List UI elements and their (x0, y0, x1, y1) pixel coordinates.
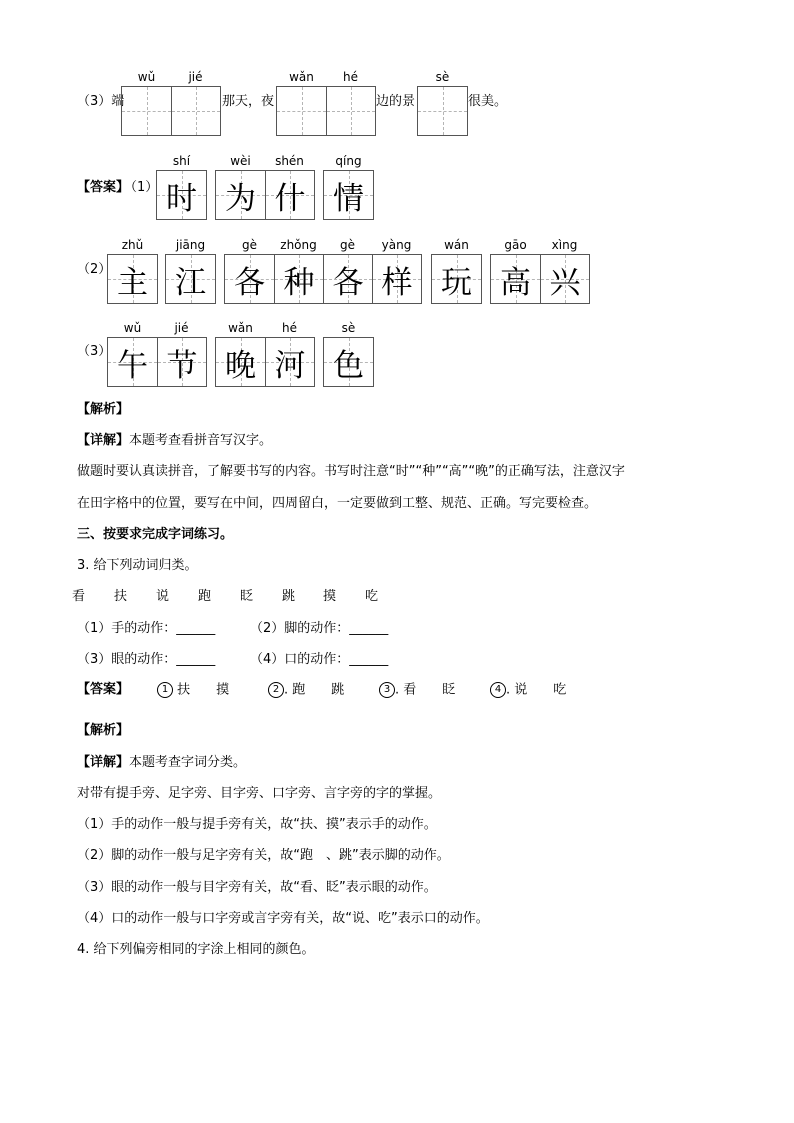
pinyin: gè (340, 238, 355, 252)
answer-char: 高 (500, 264, 531, 301)
blank-grid (417, 86, 468, 136)
answer-item (379, 682, 455, 699)
detail-text: 本题考查字词分类。 (129, 755, 247, 770)
pinyin: wǎn (228, 321, 253, 335)
pinyin: sè (435, 70, 450, 84)
analysis-line: （2）脚的动作一般与足字旁有关，故“跑 、跳”表示脚的动作。 (77, 848, 450, 863)
answer-char: 主 (117, 264, 148, 301)
analysis-line: （3）眼的动作一般与目字旁有关，故“看、眨”表示眼的动作。 (77, 880, 437, 895)
pinyin: sè (341, 321, 356, 335)
detail-line (77, 433, 272, 449)
blank-grid (276, 86, 376, 136)
answer-grid (107, 254, 158, 304)
blank-cell[interactable] (122, 87, 171, 135)
detail-line (77, 755, 246, 771)
answer-char: 种 (283, 264, 315, 301)
analysis-line: （1）手的动作一般与提手旁有关，故“扶、摸”表示手的动作。 (77, 817, 437, 832)
answer-grid (323, 170, 374, 220)
answer-char: 玩 (441, 264, 472, 301)
detail-text: 本题考查看拼音写汉字。 (129, 433, 273, 448)
verb: 说 (156, 589, 170, 604)
q3-prefix: （3）端 (77, 94, 125, 109)
blank-cell[interactable] (277, 87, 326, 135)
answer-label: 【答案】 (77, 682, 130, 697)
pinyin: wán (444, 238, 469, 252)
row-number: （2） (77, 262, 112, 277)
char-cell (216, 171, 265, 219)
char-cell (323, 255, 372, 303)
answer-grid (165, 254, 216, 304)
answer-char: 节 (166, 347, 198, 384)
verb: 摸 (323, 589, 337, 604)
pinyin: shí (172, 154, 191, 168)
detail-label: 【详解】 (77, 755, 130, 770)
answer-char: 样 (381, 264, 413, 301)
row-number: （1） (124, 180, 159, 195)
answer-char: 江 (175, 264, 206, 301)
q3-suffix: 很美。 (468, 94, 508, 109)
q3-mid1: 那天，夜 (222, 94, 275, 109)
answer-char: 时 (166, 180, 197, 217)
verb: 跳 (282, 589, 296, 604)
char-cell (540, 255, 589, 303)
answer-label: 【答案】 (77, 180, 130, 195)
verb: 看 (72, 589, 86, 604)
category-blank[interactable]: （4）口的动作：______ (250, 652, 389, 667)
pinyin: hé (343, 70, 358, 84)
circled-number: 2 (268, 682, 284, 698)
analysis-line: 做题时要认真读拼音，了解要书写的内容。书写时注意“时”“种”“高”“晚”的正确写法，注意汉字 (77, 464, 625, 479)
answer-text: . 看 眨 (395, 682, 456, 698)
answer-item (490, 682, 566, 699)
blank-cell[interactable] (171, 87, 220, 135)
analysis-line: （4）口的动作一般与口字旁或言字旁有关，故“说、吃”表示口的动作。 (77, 911, 489, 926)
category-blank[interactable]: （1）手的动作：______ (77, 621, 216, 636)
char-cell (108, 255, 157, 303)
answer-grid (215, 337, 315, 387)
char-cell (265, 338, 314, 386)
char-cell (491, 255, 540, 303)
pinyin: zhǔ (121, 238, 144, 252)
blank-grid (121, 86, 221, 136)
detail-label: 【详解】 (77, 433, 130, 448)
category-blank[interactable]: （3）眼的动作：______ (77, 652, 216, 667)
answer-grid (224, 254, 422, 304)
answer-char: 晚 (225, 347, 256, 384)
pinyin: gāo (504, 238, 527, 252)
circled-number: 4 (490, 682, 506, 698)
analysis-label: 【解析】 (77, 402, 130, 417)
question-title: 4. 给下列偏旁相同的字涂上相同的颜色。 (77, 942, 315, 957)
pinyin: hé (282, 321, 297, 335)
answer-char: 各 (332, 264, 364, 301)
answer-grid (156, 170, 207, 220)
pinyin: gè (242, 238, 257, 252)
answer-char: 午 (117, 347, 148, 384)
pinyin: wǎn (289, 70, 314, 84)
verb: 跑 (198, 589, 212, 604)
answer-grid (431, 254, 482, 304)
pinyin: shén (275, 154, 304, 168)
verb: 吃 (365, 589, 379, 604)
answer-text: . 跑 跳 (284, 682, 345, 698)
pinyin: zhǒng (280, 238, 317, 252)
pinyin: jié (188, 70, 203, 84)
char-cell (274, 255, 323, 303)
answer-char: 各 (234, 264, 265, 301)
char-cell (372, 255, 421, 303)
answer-grid (215, 170, 315, 220)
answer-char: 河 (274, 347, 306, 384)
verb: 扶 (114, 589, 128, 604)
pinyin: wǔ (123, 321, 142, 335)
pinyin: wǔ (137, 70, 156, 84)
char-cell (265, 171, 314, 219)
char-cell (324, 338, 373, 386)
char-cell (432, 255, 481, 303)
blank-cell[interactable] (418, 87, 467, 135)
pinyin: wèi (230, 154, 251, 168)
circled-number: 1 (157, 682, 173, 698)
char-cell (324, 171, 373, 219)
pinyin: jiāng (175, 238, 206, 252)
pinyin: qíng (335, 154, 362, 168)
analysis-line: 对带有提手旁、足字旁、目字旁、口字旁、言字旁的字的掌握。 (77, 786, 442, 801)
char-cell (157, 171, 206, 219)
char-cell (166, 255, 215, 303)
answer-char: 情 (333, 180, 364, 217)
blank-cell[interactable] (326, 87, 375, 135)
char-cell (108, 338, 157, 386)
answer-grid (490, 254, 590, 304)
char-cell (216, 338, 265, 386)
answer-grid (323, 337, 374, 387)
pinyin: xìng (551, 238, 578, 252)
pinyin: jié (174, 321, 189, 335)
answer-item (157, 682, 229, 699)
category-blank[interactable]: （2）脚的动作：______ (250, 621, 389, 636)
answer-char: 为 (225, 180, 256, 217)
answer-char: 什 (274, 180, 306, 217)
verb: 眨 (240, 589, 254, 604)
q3-mid2: 边的景 (376, 94, 416, 109)
char-cell (225, 255, 274, 303)
answer-char: 色 (333, 347, 364, 384)
row-number: （3） (77, 344, 112, 359)
analysis-line: 在田字格中的位置，要写在中间，四周留白，一定要做到工整、规范、正确。写完要检查。 (77, 496, 598, 511)
char-cell (157, 338, 206, 386)
analysis-label: 【解析】 (77, 723, 130, 738)
answer-item (268, 682, 344, 699)
circled-number: 3 (379, 682, 395, 698)
answer-char: 兴 (549, 264, 581, 301)
question-title: 3. 给下列动词归类。 (77, 558, 198, 573)
section-title: 三、按要求完成字词练习。 (77, 527, 234, 542)
answer-text: . 说 吃 (506, 682, 567, 698)
answer-grid (107, 337, 207, 387)
answer-text: 扶 摸 (177, 682, 230, 698)
pinyin: yàng (381, 238, 412, 252)
